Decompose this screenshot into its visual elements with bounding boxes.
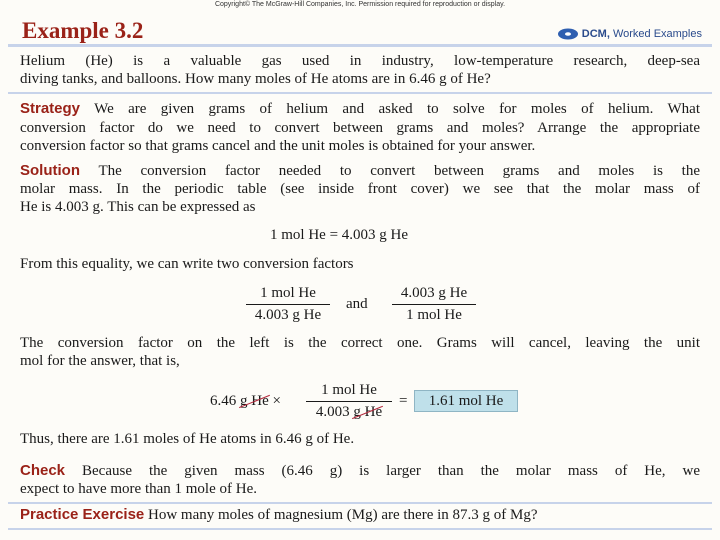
correct-factor-line-1: The conversion factor on the left is the correct one. Grams will cancel, leaving the unit [20, 335, 700, 351]
practice-text: How many moles of magnesium (Mg) are there in 87.3 g of Mg? [148, 507, 538, 523]
section-divider [8, 92, 712, 94]
strategy-text-1: We are given grams of helium and asked to solve for moles of helium. What [94, 101, 700, 117]
solution-line-1 [20, 162, 700, 180]
thus-statement: Thus, there are 1.61 moles of He atoms in 6.46 g of He. [20, 431, 355, 447]
solution-label: Solution [20, 162, 80, 179]
correct-factor-line-2: mol for the answer, that is, [20, 353, 180, 369]
strategy-line-3: conversion factor so that grams cancel and the unit moles is obtained for your answer. [20, 138, 536, 154]
example-title: Example 3.2 [22, 18, 144, 43]
solution-line-3: He is 4.003 g. This can be expressed as [20, 199, 256, 215]
calc-given-value: 6.46 [210, 393, 237, 409]
equality-equation: 1 mol He = 4.003 g He [270, 227, 409, 243]
strategy-line-2: conversion factor do we need to convert between grams and moles? Arrange the appropriate [20, 120, 700, 136]
copyright-notice: Copyright© The McGraw-Hill Companies, Inc. Permission required for reproduction or display. [214, 1, 506, 8]
solution-line-2: molar mass. In the periodic table (see inside front cover) we see that the molar mass of [20, 181, 700, 197]
answer-box: 1.61 mol He [414, 390, 518, 412]
strategy-line-1 [20, 100, 700, 118]
check-line-1 [20, 462, 700, 480]
calc-den-unit-cancelled: g He [353, 404, 383, 420]
section-divider [8, 502, 712, 504]
factor-right [392, 284, 476, 325]
strategy-label: Strategy [20, 100, 81, 117]
practice-exercise [20, 506, 700, 524]
problem-line-1: Helium (He) is a valuable gas used in industry, low-temperature research, deep-sea [20, 53, 700, 69]
fraction-bar [306, 401, 392, 402]
example-header [8, 14, 712, 44]
from-equality-text: From this equality, we can write two conversion factors [20, 256, 354, 272]
solution-text-1: The conversion factor needed to convert between grams and moles is the [98, 163, 700, 179]
cd-icon [557, 28, 579, 40]
calc-given [210, 392, 281, 410]
and-word: and [346, 296, 368, 312]
dcm-worked-examples-link[interactable] [557, 28, 702, 40]
factor-left [246, 284, 330, 325]
factor-left-numerator: 1 mol He [260, 285, 316, 301]
fraction-bar [246, 304, 330, 305]
check-label: Check [20, 462, 66, 479]
fraction-bar [392, 304, 476, 305]
check-line-2: expect to have more than 1 mole of He. [20, 481, 257, 497]
dcm-label: Worked Examples [612, 28, 702, 40]
calc-given-unit-cancelled: g He [240, 393, 269, 409]
practice-label: Practice Exercise [20, 506, 145, 523]
factor-left-denominator: 4.003 g He [254, 307, 322, 323]
equals-sign: = [399, 393, 408, 409]
check-text-1: Because the given mass (6.46 g) is larger than the molar mass of He, we [82, 463, 700, 479]
header-divider [8, 44, 712, 47]
footer-divider [8, 528, 712, 530]
dcm-prefix: DCM, [581, 28, 610, 40]
calc-factor [306, 381, 392, 422]
calc-factor-denominator [306, 403, 392, 422]
calc-factor-numerator: 1 mol He [321, 382, 377, 398]
calc-den-value: 4.003 [315, 404, 350, 420]
factor-right-denominator: 1 mol He [406, 307, 462, 323]
problem-line-2: diving tanks, and balloons. How many moles of He atoms are in 6.46 g of He? [20, 71, 491, 87]
factor-right-numerator: 4.003 g He [400, 285, 468, 301]
times-sign: × [272, 393, 281, 409]
